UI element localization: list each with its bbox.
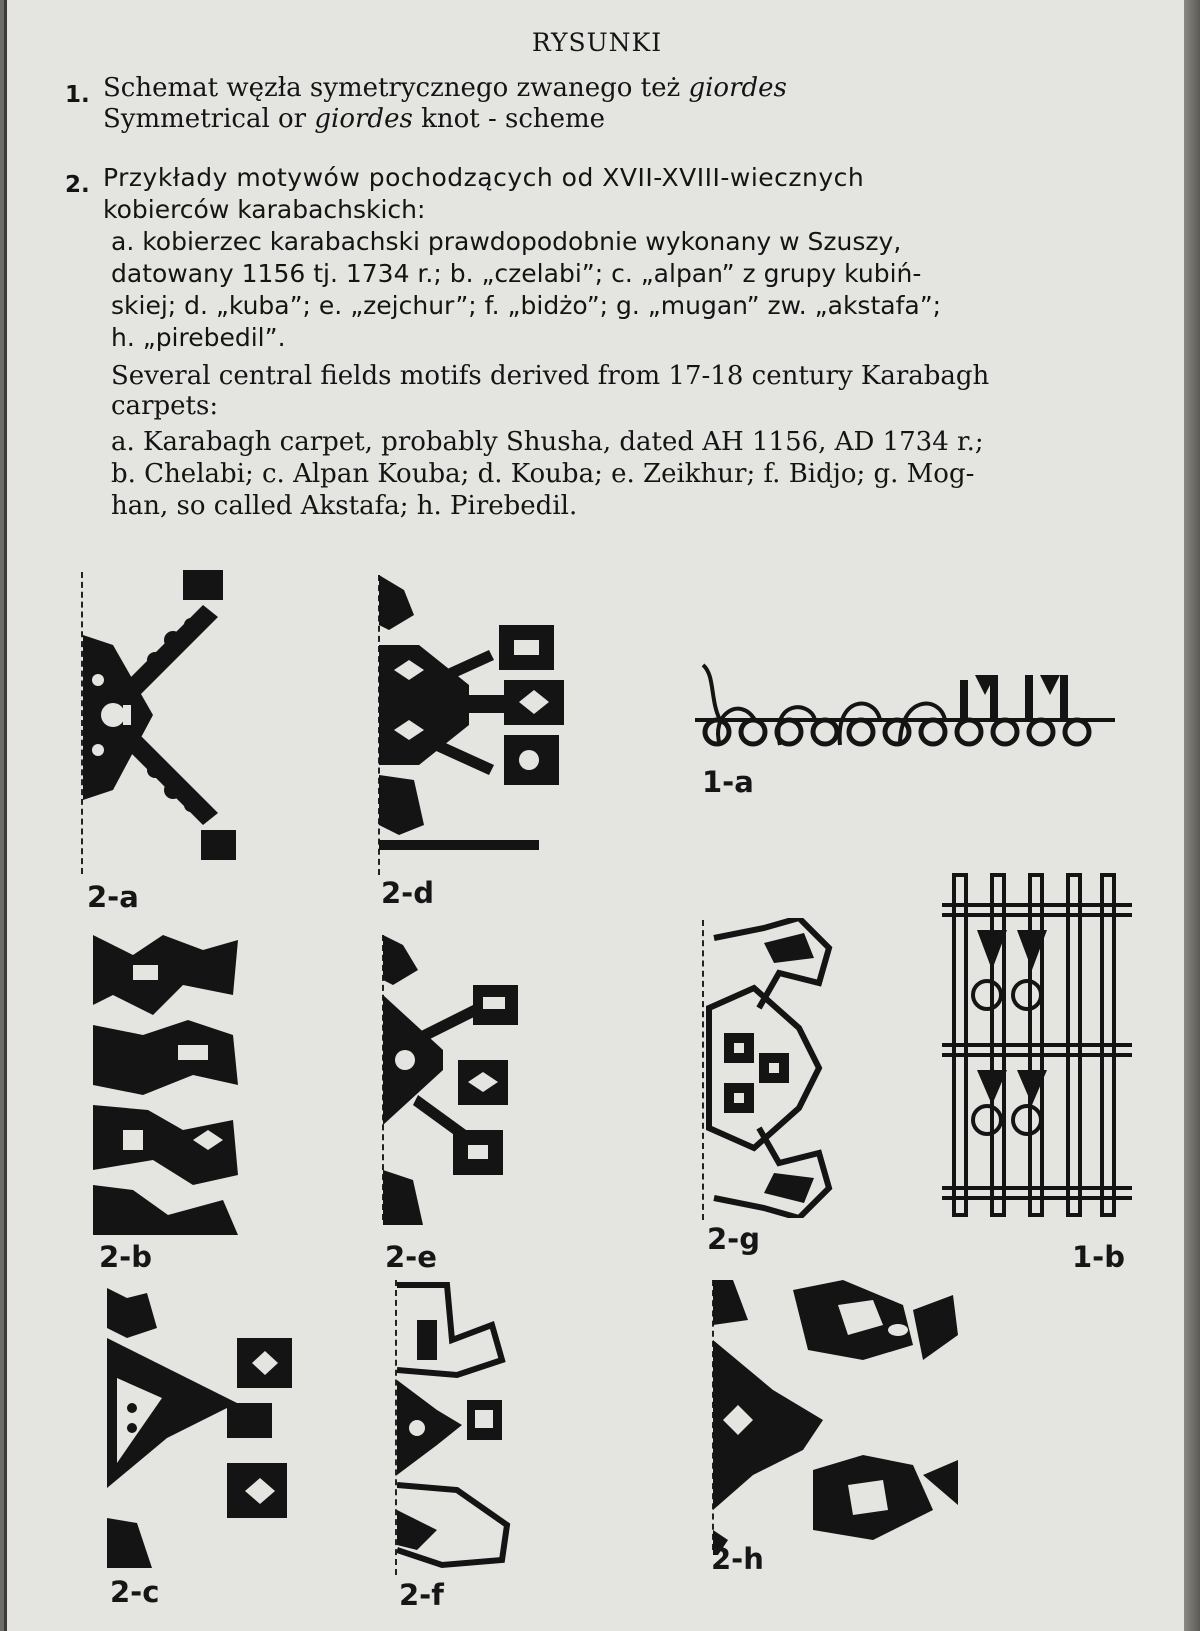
item2-polish-line: Przykłady motywów pochodzących od XVII-XVIII-wiecznych	[103, 163, 865, 192]
item2-polish-line: skiej; d. „kuba”; e. „zejchur”; f. „bidżo”; g. „mugan” zw. „akstafa”;	[111, 291, 942, 320]
motif-2c-figure	[107, 1288, 307, 1568]
figure-label-2c: 2-c	[110, 1575, 160, 1609]
figure-label-2f: 2-f	[399, 1578, 444, 1612]
caption-item-1	[65, 72, 1145, 142]
item2-english-line: han, so called Akstafa; h. Pirebedil.	[111, 491, 578, 521]
figure-label-2e: 2-e	[385, 1240, 437, 1274]
page-heading: RYSUNKI	[531, 28, 663, 57]
item2-english-line: Several central fields motifs derived from 17-18 century Karabagh	[111, 361, 990, 391]
motif-2b-figure	[93, 935, 243, 1235]
figure-label-2h: 2-h	[711, 1542, 764, 1576]
item2-polish-line: kobierców karabachskich:	[103, 195, 426, 224]
item1-english-line: Symmetrical or giordes knot - scheme	[103, 104, 606, 134]
item2-polish-line: a. kobierzec karabachski prawdopodobnie wykonany w Szuszy,	[111, 227, 902, 256]
motif-2e-figure	[383, 935, 533, 1225]
item2-english-line: b. Chelabi; c. Alpan Kouba; d. Kouba; e. Zeikhur; f. Bidjo; g. Mog-	[111, 459, 975, 489]
item1-polish-line: Schemat węzła symetrycznego zwanego też giordes	[103, 73, 787, 103]
item2-polish-line: h. „pirebedil”.	[111, 323, 286, 352]
knot-1b-figure	[942, 870, 1132, 1220]
figure-label-1b: 1-b	[1072, 1240, 1125, 1274]
figure-label-2b: 2-b	[99, 1240, 152, 1274]
item2-polish-line: datowany 1156 tj. 1734 r.; b. „czelabi”; c. „alpan” z grupy kubiń-	[111, 259, 922, 288]
figure-label-2a: 2-a	[87, 880, 139, 914]
motif-2h-figure	[713, 1280, 963, 1555]
motif-2g-figure	[704, 918, 839, 1218]
motif-2f-figure	[397, 1280, 527, 1575]
knot-1a-figure	[695, 660, 1115, 755]
motif-2a-figure	[83, 565, 243, 875]
page-edge-shadow	[1184, 0, 1200, 1631]
caption-item-2	[65, 160, 1145, 520]
figure-label-2g: 2-g	[707, 1222, 760, 1256]
figure-label-2d: 2-d	[381, 876, 434, 910]
item2-english-line: carpets:	[111, 391, 219, 421]
item-number: 1.	[65, 82, 90, 108]
figure-label-1a: 1-a	[702, 765, 754, 799]
book-page	[4, 0, 1187, 1631]
item2-english-line: a. Karabagh carpet, probably Shusha, dated AH 1156, AD 1734 r.;	[111, 427, 984, 457]
motif-2d-figure	[379, 575, 579, 875]
item-number: 2.	[65, 172, 90, 198]
